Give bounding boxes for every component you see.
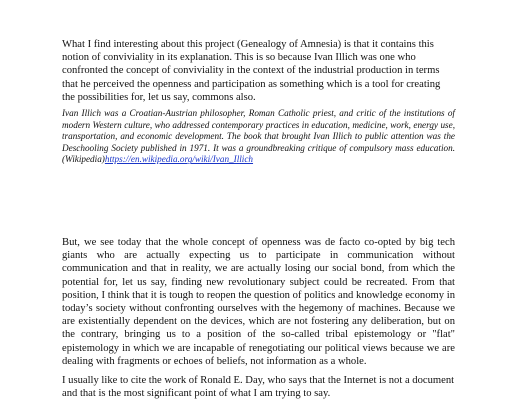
paragraph-openness: But, we see today that the whole concept of openness was de facto co-opted by big tech giants who are actually expecting us to participate in communication without communication and that in reality, we are actually losing our social bond, from which the potential for, let us say, finding new revolutionary subject could be recreated. From that position, I think that it is tough to reopen the question of politics and knowledge economy in today’s society without confronting ourselves with the hegemony of machines. Because we are existentially dependent on the devices, which are not fostering any deliberation, but on the contrary, bringing us to a position of the so-called tribal epistemology or "flat" epistemology in which we are incapable of renegotiating our political views because we are dealing with fragments or echoes of beliefs, not information as a whole. bbox=[62, 237, 455, 367]
footnote-ivan-illich bbox=[62, 108, 455, 166]
paragraph-ronald-day: I usually like to cite the work of Ronald E. Day, who says that the Internet is not a document and that is the most significant point of what I am trying to say. bbox=[62, 375, 455, 400]
footnote-text: Ivan Illich was a Croatian-Austrian philosopher, Roman Catholic priest, and critic of the institutions of modern Western culture, who addressed contemporary practices in education, medicine, work, energy use, transportation, and economic development. The book that brought Ivan Illich to public attention was the Deschooling Society published in 1971. It was a groundbreaking critique of compulsory mass education. (Wikipedia) bbox=[62, 108, 455, 165]
paragraph-conviviality: What I find interesting about this project (Genealogy of Amnesia) is that it contains this notion of conviviality in its explanation. This is so because Ivan Illich was one who confronted the concept of conviviality in the context of the industrial production in terms that he perceived the openness and participation as something which is a tool for creating the possibilities for, let us say, commons also. bbox=[62, 39, 441, 103]
wikipedia-link[interactable]: https://en.wikipedia.org/wiki/Ivan_Illich bbox=[104, 154, 254, 165]
